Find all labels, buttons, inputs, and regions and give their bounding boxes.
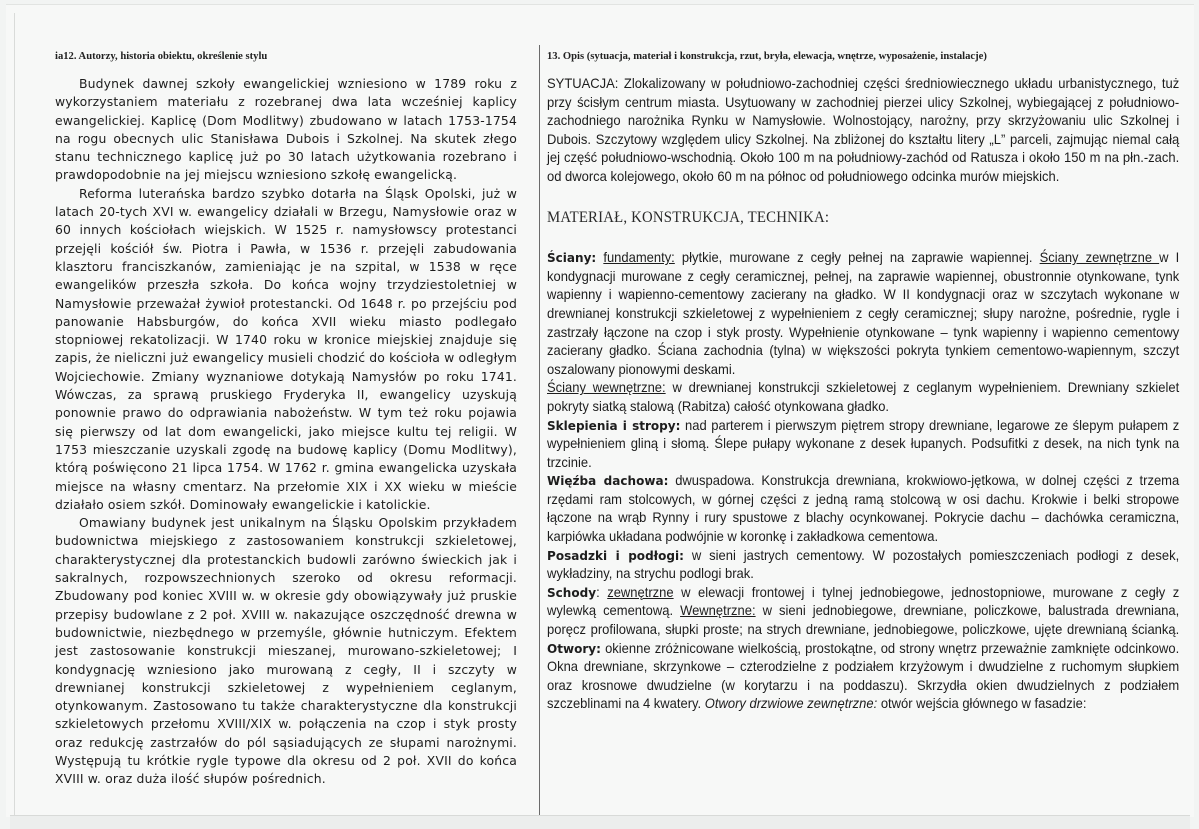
stairs-label: Schody xyxy=(547,584,597,600)
roof-text: dwuspadowa. Konstrukcja drewniana, krokwiowo-jętkowa, w dolnej części z trzema rzędami ram stolcowych, w górnej części z jedną ramą stolcową w osi dachu. Krokwie i belki stropowe łączone na wrąb Rynny i rury spustowe z blachy ocynkowanej. Pokrycie dachu – dachówka ceramiczna, karpiówka układana podwójnie w koronkę i zakładkowa cementowa. xyxy=(547,473,1180,545)
openings-text: okienne zróżnicowane wielkością, prostokątne, od strony wnętrz przeważnie zamknięte odcinkowo. Okna drewniane, skrzynkowe – czterodzielne z podziałem krzyżowym i dwudzielne z ruchomym słupkiem oraz krosnowe dwudzielne (w korytarzu i na poddaszu). Skrzydła okien dwudzielnych z podziałem szczeblinami na 4 kwatery. xyxy=(547,640,1180,712)
ceilings-paragraph xyxy=(547,417,1179,473)
doors-text: otwór wejścia głównego w fasadzie: xyxy=(877,696,1087,712)
ceilings-text: nad parterem i pierwszym piętrem stropy drewniane, legarowe ze ślepym pułapem z wypełnieniem gliną i słomą. Ślepe pułapy wykonane z desek łupanych. Podsufitki z desek, na nich tynk na trzcinie. xyxy=(547,417,1180,470)
stairs-internal-label: Wewnętrzne: xyxy=(680,603,756,619)
right-column xyxy=(537,5,1199,817)
ceilings-label: Sklepienia i stropy: xyxy=(547,417,681,433)
foundations-text: płytkie, murowane z cegły pełnej na zaprawie wapiennej. xyxy=(674,250,1040,266)
internal-walls-label: Ściany wewnętrzne: xyxy=(547,380,666,396)
section-title-description xyxy=(547,51,987,62)
situation-paragraph: SYTUACJA: Zlokalizowany w południowo-zachodniej części średniowiecznego układu urbanistycznego, tuż przy ścisłym centrum miasta. Usytuowany w zachodniej pierzei ulicy Szkolnej, wybiegającej z południowo-zachodniego narożnika Rynku w Namysłowie. Wolnostojący, narożny, przy skrzyżowaniu ulic Szkolnej i Dubois. Szczytowy względem ulicy Szkolnej. Na zbliżonej do kształtu litery „L” parceli, zajmując niemal całą jej część południowo-wschodnią. Około 100 m na południowy-zachód od Ratusza i około 150 m na płn.-zach. od dworca kolejowego, około 60 m na północ od południowego odcinka murów miejskich. xyxy=(547,76,1180,184)
openings-label: Otwory: xyxy=(547,640,601,656)
scanned-page xyxy=(6,4,1194,817)
floors-paragraph xyxy=(547,547,1179,584)
internal-walls-paragraph xyxy=(547,379,1179,416)
floors-text: w sieni jastrych cementowy. W pozostałych pomieszczeniach podłogi z desek, wykładziny, na strychu podlogi brak. xyxy=(547,547,1180,582)
history-text xyxy=(55,75,517,789)
internal-walls-text: w drewnianej konstrukcji szkieletowej z ceglanym wypełnieniem. Drewniany szkielet pokryty siatką stalową (Rabitza) całość otynkowana gładko. xyxy=(547,380,1180,414)
section-number: 13. Opis xyxy=(547,51,585,62)
external-walls-label: Ściany zewnętrzne xyxy=(1039,250,1160,266)
external-walls-text: w I kondygnacji murowane z cegły ceramicznej, pełnej, na zaprawie wapiennej, obustronnie otynkowane, tynk wapienny i wapienno-cementowy zacierany na gładko. W II kondygnacji oraz w szczytach wykonane w drewnianej konstrukcji szkieletowej z wypełnieniem z cegły ceramicznej; słupy narożne, pośrednie, rygle i zastrzały łączone na czop i styk prosty. Wypełnienie otynkowane – tynk wapienny i wapienno cementowy zacierany gładko. Ściana zachodnia (tylna) w większości pokryta tynkiem cementowo-wapiennym, szczyt oszalowany pionowymi deskami. xyxy=(547,250,1180,377)
stairs-openings-paragraph xyxy=(547,584,1179,714)
history-paragraph: Budynek dawnej szkoły ewangelickiej wzniesiono w 1789 roku z wykorzystaniem materiału z rozebranej dwa lata wcześniej kaplicy ewangelickiej. Kaplicę (Dom Modlitwy) zbudowano w latach 1753-1754 na rogu obecnych ulic Stanisława Dubois i Szkolnej. Na skutek złego stanu technicznego kaplicę już po 30 latach użytkowania rozebrano i prawdopodobnie na jej miejscu wzniesiono szkołę ewangelicką. xyxy=(55,76,517,183)
history-paragraph: Reforma luterańska bardzo szybko dotarła na Śląsk Opolski, już w latach 20-tych XVI w. ewangelicy działali w Brzegu, Namysłowie oraz w 60 innych kościołach wiejskich. W 1525 r. namysłowscy protestanci przejęli kościół św. Piotra i Pawła, w 1536 r. przejęli zabudowania klasztoru franciszkanów, zamieniając je na szpital, w 1538 w ręce ewangelików przeszła szkoła. Do końca wojny trzydziestoletniej w Namysłowie przeważał żywioł protestancki. Od 1648 r. po przejściu pod panowanie Habsburgów, do końca XVII wieku miasto podlegało stopniowej rekatolizacji. W 1740 roku w kronice miejskiej znajduje się zapis, że nieliczni już ewangelicy musieli chodzić do kościoła w odległym Wojciechowie. Zmiany wyznaniowe dotykają Namysłów po roku 1741. Wówczas, za sprawą pruskiego Fryderyka II, ewangelicy uzyskują ponownie prawo do odprawiania nabożeństw. W tym też roku pojawia się pierwszy od lat dom ewangelicki, jako miejsce kultu tej religii. W 1753 mieszczanie uzyskali zgodę na budowę kaplicy (Domu Modlitwy), którą poświęcono 21 lipca 1754. W 1762 r. gmina ewangelicka uzyskała miejsce na własny cmentarz. Na przełomie XIX i XX wieku w mieście działało osiem szkół. Dominowały ewangelickie i katolickie. xyxy=(55,185,517,512)
walls-paragraph xyxy=(547,249,1179,379)
floors-label: Posadzki i podłogi: xyxy=(547,547,684,563)
stairs-external-text: w elewacji frontowej i tylnej jednobiegowe, jednostopniowe, murowane z cegły z wylewką cementową. xyxy=(547,584,1180,619)
section-title-detail: (sytuacja, materiał i konstrukcja, rzut, bryła, elewacja, wnętrze, wyposażenie, instalacje) xyxy=(584,51,987,62)
description-text xyxy=(547,75,1179,714)
roof-paragraph xyxy=(547,472,1179,546)
stairs-colon: : xyxy=(596,584,608,600)
materials-subheading: MATERIAŁ, KONSTRUKCJA, TECHNIKA: xyxy=(547,208,830,226)
left-column xyxy=(6,5,534,817)
foundations-label: fundamenty: xyxy=(603,250,675,266)
roof-label: Więźba dachowa: xyxy=(547,473,669,489)
page-bottom-edge xyxy=(10,815,1190,829)
section-title-history: ia12. Autorzy, historia obiektu, określenie stylu xyxy=(55,51,268,62)
doors-label: Otwory drzwiowe zewnętrzne: xyxy=(704,696,878,712)
walls-label: Ściany: xyxy=(547,250,597,266)
history-paragraph: Omawiany budynek jest unikalnym na Śląsku Opolskim przykładem budownictwa miejskiego z zastosowaniem konstrukcji szkieletowej, charakterystycznej dla protestanckich budowli zarówno świeckich jak i sakralnych, rozpowszechnionych szeroko od okresu reformacji. Zbudowany pod koniec XVIII w. w okresie gdy obowiązywały już pruskie przepisy budowlane z 2 poł. XVIII w. nakazujące oszczędność drewna w budownictwie, niezbędnego w przemyśle, głównie hutniczym. Efektem jest zastosowanie konstrukcji mieszanej, murowano-szkieletowej; I kondygnację wzniesiono jako murowaną z cegły, II i szczyty w drewnianej konstrukcji szkieletowej z wypełnieniem ceglanym, otynkowanym. Zastosowano tu także charakterystyczne dla konstrukcji szkieletowych przełomu XVIII/XIX w. połączenia na czop i styk prosty oraz redukcję zastrzałów do pól sąsiadujących ze słupami narożnymi. Występują tu krótkie rygle typowe dla okresu od 2 poł. XVII do końca XVIII w. oraz duża ilość słupów pośrednich. xyxy=(55,515,517,787)
stairs-internal-text: w sieni jednobiegowe, drewniane, policzkowe, balustrada drewniana, poręcz profilowana, słupki proste; na strych drewniane, jednobiegowe, policzkowe, ujęte drewnianą ścianką. xyxy=(547,603,1180,638)
stairs-external-label: zewnętrzne xyxy=(607,584,674,600)
